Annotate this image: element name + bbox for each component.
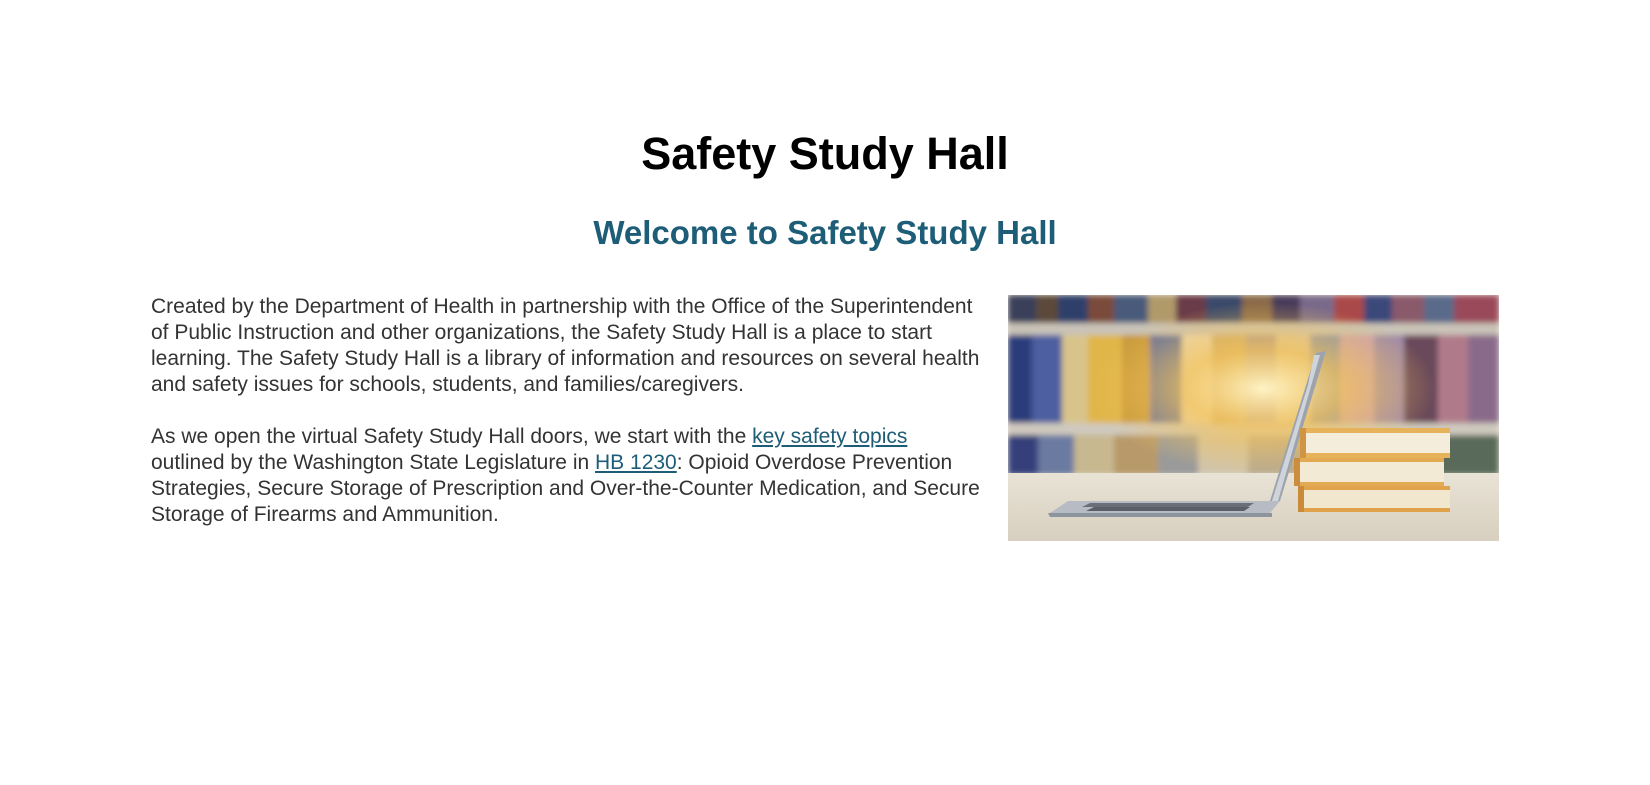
intro-paragraph: Created by the Department of Health in partnership with the Office of the Superintendent of Public Instruction and other organizations, the Safety Study Hall is a place to start learning. The Safety Study Hall is a library of information and resources on several health and safety issues for schools, students, and families/caregivers. xyxy=(151,295,980,396)
intro-content xyxy=(151,294,981,554)
page-title: Safety Study Hall xyxy=(641,128,1009,179)
laptop-books-illustration xyxy=(1008,295,1499,541)
topics-text-end: : Opioid Overdose Prevention Strategies, Secure Storage of Prescription and Over-the-Counter Medication, and Secure Storage of Firearms and Ammunition. xyxy=(151,451,980,526)
topics-paragraph xyxy=(151,424,981,528)
welcome-heading: Welcome to Safety Study Hall xyxy=(593,214,1057,251)
topics-text-start: As we open the virtual Safety Study Hall doors, we start with the xyxy=(151,425,753,448)
hb-1230-link[interactable]: HB 1230 xyxy=(595,451,677,474)
key-safety-topics-link[interactable]: key safety topics xyxy=(752,425,908,448)
laptop-books-image xyxy=(1008,295,1499,541)
topics-text-middle: outlined by the Washington State Legislature in xyxy=(151,451,596,474)
